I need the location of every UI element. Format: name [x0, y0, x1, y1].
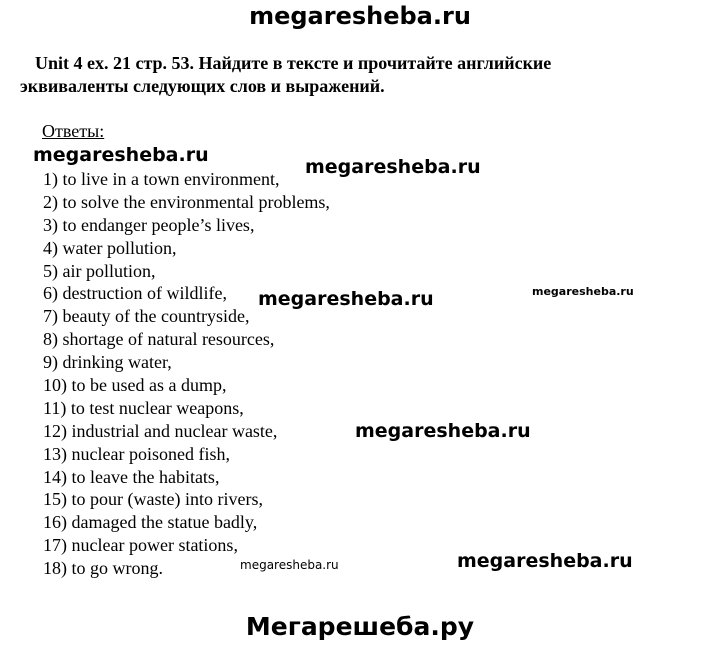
answer-item: 17) nuclear power stations, [43, 535, 238, 556]
watermark-overlay: megaresheba.ru [355, 420, 531, 442]
answers-label: Ответы: [42, 121, 105, 141]
watermark-small: megaresheba.ru [240, 558, 339, 572]
watermark-header: megaresheba.ru [249, 2, 471, 30]
answer-item: 11) to test nuclear weapons, [43, 397, 244, 418]
watermark-overlay: megaresheba.ru [457, 550, 633, 572]
answer-item: 8) shortage of natural resources, [43, 329, 275, 350]
answer-item: 9) drinking water, [43, 352, 172, 373]
answer-list [43, 168, 330, 580]
answer-item: 4) water pollution, [43, 237, 177, 258]
answer-item: 2) to solve the environmental problems, [43, 191, 330, 212]
answer-item: 10) to be used as a dump, [43, 375, 227, 396]
watermark-footer: Мегарешеба.ру [245, 612, 475, 641]
answer-item: 14) to leave the habitats, [43, 466, 220, 487]
watermark-overlay: megaresheba.ru [305, 156, 481, 178]
answer-item: 3) to endanger people’s lives, [43, 214, 255, 235]
answer-item: 6) destruction of wildlife, [43, 283, 227, 304]
answer-item: 1) to live in a town environment, [43, 169, 280, 189]
task-heading [20, 52, 700, 98]
answer-item: 5) air pollution, [43, 260, 156, 281]
watermark-overlay: megaresheba.ru [33, 144, 209, 166]
answer-item: 12) industrial and nuclear waste, [43, 420, 278, 441]
watermark-small: megaresheba.ru [532, 285, 634, 298]
answer-item: 16) damaged the statue badly, [43, 512, 258, 533]
answer-item: 13) nuclear poisoned fish, [43, 443, 230, 464]
answer-item: 15) to pour (waste) into rivers, [43, 489, 263, 510]
task-heading-line-1: Unit 4 ex. 21 стр. 53. Найдите в тексте и прочитайте английские [35, 53, 552, 73]
watermark-overlay: megaresheba.ru [258, 288, 434, 310]
task-heading-line-2: эквиваленты следующих слов и выражений. [20, 76, 385, 96]
answer-item: 18) to go wrong. [43, 558, 163, 579]
answer-item: 7) beauty of the countryside, [43, 306, 250, 327]
